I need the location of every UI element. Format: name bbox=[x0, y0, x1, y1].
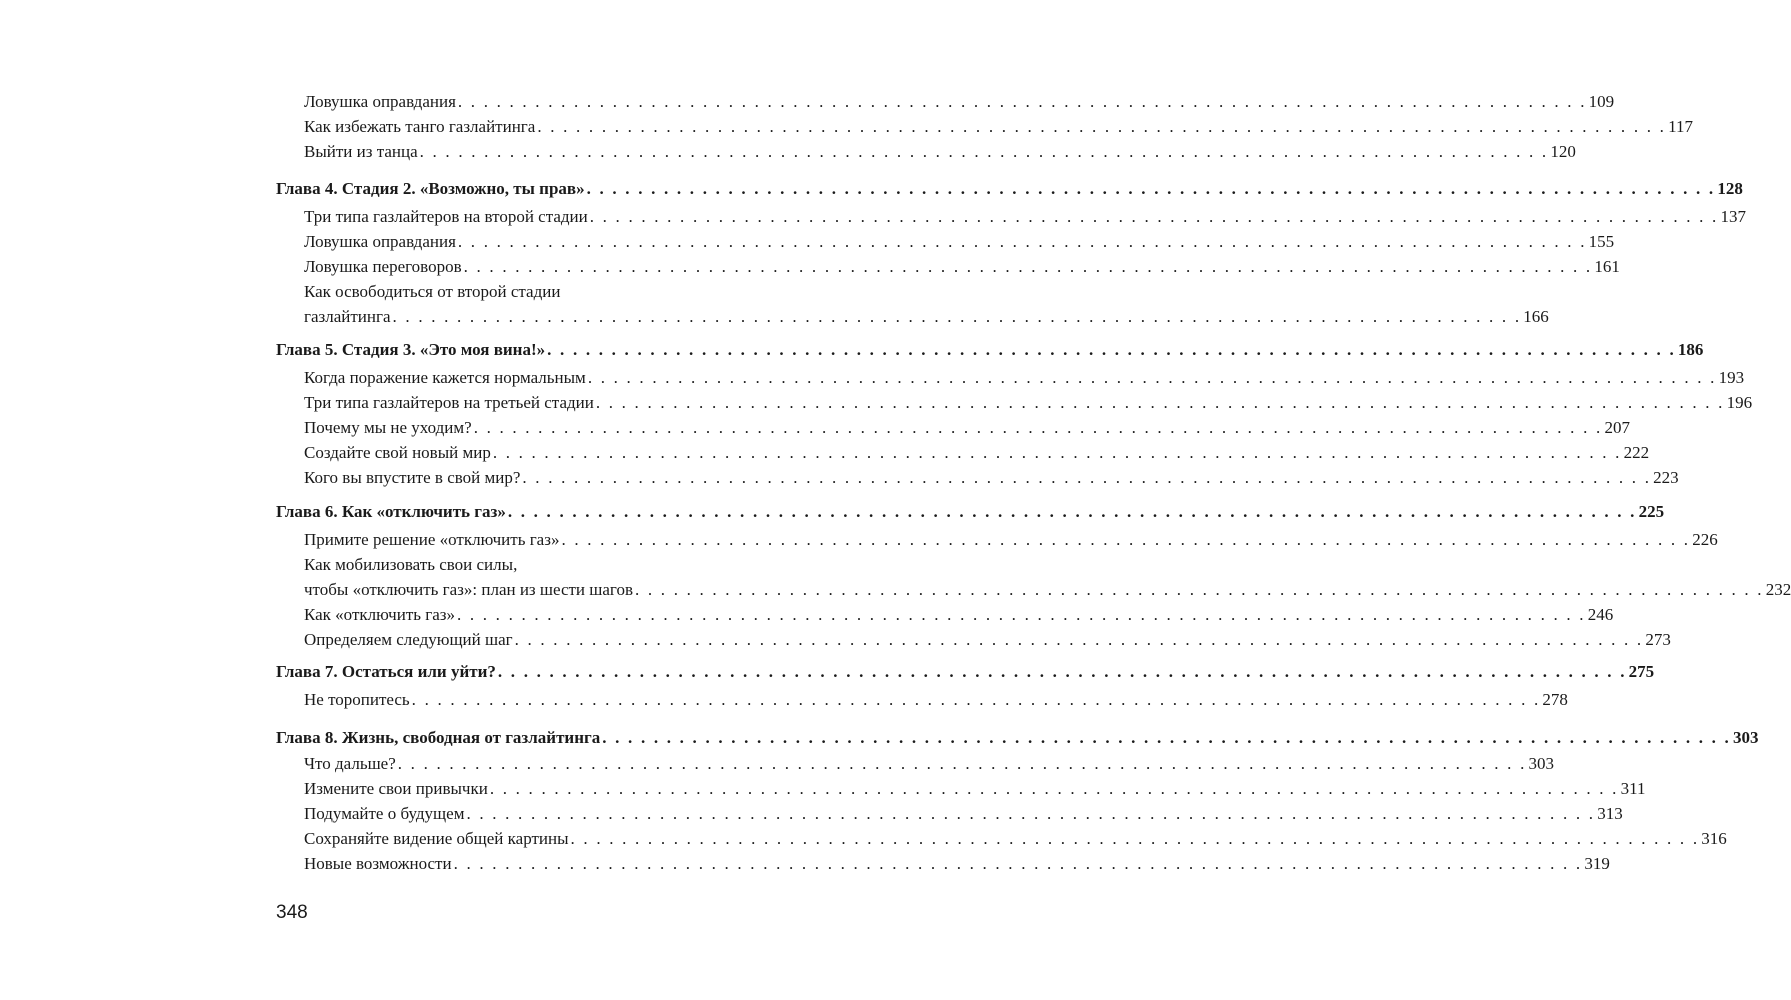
toc-entry-title: Как «отключить газ» bbox=[304, 605, 455, 624]
dot-leader: . . . . . . . . . . . . . . . . . . . . . . . . . . . . . . . . . . . . . . . . . . . . . . . . . . . . . . . . . . . . . . . . . . . . . . . . . . . . . . . . . . . . . . . . bbox=[547, 340, 1676, 359]
toc-entry-title: Выйти из танца bbox=[304, 142, 418, 161]
toc-entry bbox=[304, 602, 1614, 627]
toc-entry bbox=[304, 139, 1576, 164]
toc-entry-page: 137 bbox=[1720, 207, 1746, 226]
toc-entry-title: Ловушка переговоров bbox=[304, 257, 462, 276]
toc-entry-page: 232 bbox=[1765, 580, 1791, 599]
toc-entry bbox=[304, 627, 1671, 652]
dot-leader: . . . . . . . . . . . . . . . . . . . . . . . . . . . . . . . . . . . . . . . . . . . . . . . . . . . . . . . . . . . . . . . . . . . . . . . . . . . . . . . . . . . . . . . . bbox=[602, 728, 1731, 747]
toc-entry-title: Почему мы не уходим? bbox=[304, 418, 472, 437]
toc-entry-page: 278 bbox=[1542, 690, 1568, 709]
toc-entry-page: 120 bbox=[1550, 142, 1576, 161]
dot-leader: . . . . . . . . . . . . . . . . . . . . . . . . . . . . . . . . . . . . . . . . . . . . . . . . . . . . . . . . . . . . . . . . . . . . . . . . . . . . . . . . . . . . . . . . bbox=[589, 207, 1719, 226]
dot-leader: . . . . . . . . . . . . . . . . . . . . . . . . . . . . . . . . . . . . . . . . . . . . . . . . . . . . . . . . . . . . . . . . . . . . . . . . . . . . . . . . . . . . . . . . bbox=[561, 530, 1691, 549]
chapter-title: Глава 5. Стадия 3. «Это моя вина!» bbox=[276, 340, 546, 359]
toc-entry-title-line2: чтобы «отключить газ»: план из шести шагов bbox=[304, 580, 633, 599]
chapter-8-section bbox=[276, 725, 1759, 876]
toc-entry bbox=[304, 577, 1791, 602]
dot-leader: . . . . . . . . . . . . . . . . . . . . . . . . . . . . . . . . . . . . . . . . . . . . . . . . . . . . . . . . . . . . . . . . . . . . . . . . . . . . . . . . . . . . . . . . bbox=[411, 690, 1541, 709]
toc-entry-title: Измените свои привычки bbox=[304, 779, 488, 798]
dot-leader: . . . . . . . . . . . . . . . . . . . . . . . . . . . . . . . . . . . . . . . . . . . . . . . . . . . . . . . . . . . . . . . . . . . . . . . . . . . . . . . . . . . . . . . . bbox=[497, 662, 1627, 681]
chapter-title: Глава 7. Остаться или уйти? bbox=[276, 662, 496, 681]
dot-leader: . . . . . . . . . . . . . . . . . . . . . . . . . . . . . . . . . . . . . . . . . . . . . . . . . . . . . . . . . . . . . . . . . . . . . . . . . . . . . . . . . . . . . . . . bbox=[507, 502, 1637, 521]
dot-leader: . . . . . . . . . . . . . . . . . . . . . . . . . . . . . . . . . . . . . . . . . . . . . . . . . . . . . . . . . . . . . . . . . . . . . . . . . . . . . . . . . . . . . . . . bbox=[397, 754, 1527, 773]
chapter-7-section bbox=[276, 659, 1655, 712]
toc-entry-title: Новые возможности bbox=[304, 854, 452, 873]
toc-entry bbox=[304, 465, 1679, 490]
toc-entry-page: 166 bbox=[1523, 307, 1549, 326]
chapter-title: Глава 8. Жизнь, свободная от газлайтинга bbox=[276, 728, 601, 747]
chapter-heading bbox=[276, 176, 1743, 201]
toc-entry-title-line1: Как освободиться от второй стадии bbox=[304, 282, 561, 301]
chapter-page: 128 bbox=[1717, 179, 1743, 198]
chapter-page: 303 bbox=[1733, 728, 1759, 747]
toc-entry bbox=[304, 304, 1549, 329]
toc-entry-page: 246 bbox=[1587, 605, 1614, 624]
chapter-6-section bbox=[276, 499, 1791, 652]
toc-entry-title: Примите решение «отключить газ» bbox=[304, 530, 560, 549]
toc-entry-page: 193 bbox=[1718, 368, 1745, 387]
toc-entry bbox=[304, 687, 1568, 712]
dot-leader: . . . . . . . . . . . . . . . . . . . . . . . . . . . . . . . . . . . . . . . . . . . . . . . . . . . . . . . . . . . . . . . . . . . . . . . . . . . . . . . . . . . . . . . . bbox=[586, 179, 1716, 198]
toc-entry bbox=[304, 204, 1746, 229]
toc-entry-page: 273 bbox=[1645, 630, 1671, 649]
toc-entry-page: 313 bbox=[1597, 804, 1623, 823]
toc-entry-page: 117 bbox=[1668, 117, 1693, 136]
dot-leader: . . . . . . . . . . . . . . . . . . . . . . . . . . . . . . . . . . . . . . . . . . . . . . . . . . . . . . . . . . . . . . . . . . . . . . . . . . . . . . . . . . . . . . . . bbox=[457, 232, 1587, 251]
toc-entry-title-line1: Как мобилизовать свои силы, bbox=[304, 555, 518, 574]
chapter-heading bbox=[276, 725, 1759, 750]
toc-entry-page: 196 bbox=[1726, 393, 1753, 412]
toc-entry-page: 109 bbox=[1588, 92, 1615, 111]
toc-entry-title: Кого вы впустите в свой мир? bbox=[304, 468, 521, 487]
toc-entry-page: 226 bbox=[1692, 530, 1718, 549]
prev-chapter-items bbox=[276, 89, 1693, 164]
toc-entry-title: Определяем следующий шаг bbox=[304, 630, 513, 649]
toc-entry-page: 303 bbox=[1528, 754, 1555, 773]
toc-entry-title: Не торопитесь bbox=[304, 690, 410, 709]
toc-entry-page: 311 bbox=[1620, 779, 1646, 798]
toc-entry-title: Ловушка оправдания bbox=[304, 92, 456, 111]
chapter-5-section bbox=[276, 337, 1753, 490]
toc-entry-title: Что дальше? bbox=[304, 754, 396, 773]
toc-entry bbox=[304, 254, 1620, 279]
chapter-page: 186 bbox=[1677, 340, 1704, 359]
dot-leader: . . . . . . . . . . . . . . . . . . . . . . . . . . . . . . . . . . . . . . . . . . . . . . . . . . . . . . . . . . . . . . . . . . . . . . . . . . . . . . . . . . . . . . . . bbox=[514, 630, 1644, 649]
toc-entry bbox=[304, 801, 1623, 826]
toc-entry bbox=[304, 440, 1650, 465]
toc-entry-page: 161 bbox=[1594, 257, 1620, 276]
toc-entry-title: Когда поражение кажется нормальным bbox=[304, 368, 586, 387]
page-number: 348 bbox=[276, 902, 308, 923]
dot-leader: . . . . . . . . . . . . . . . . . . . . . . . . . . . . . . . . . . . . . . . . . . . . . . . . . . . . . . . . . . . . . . . . . . . . . . . . . . . . . . . . . . . . . . . . bbox=[595, 393, 1725, 412]
toc-entry bbox=[304, 89, 1615, 114]
toc-entry-title: Сохраняйте видение общей картины bbox=[304, 829, 569, 848]
toc-entry bbox=[304, 365, 1745, 390]
toc-entry-title: Три типа газлайтеров на второй стадии bbox=[304, 207, 588, 226]
dot-leader: . . . . . . . . . . . . . . . . . . . . . . . . . . . . . . . . . . . . . . . . . . . . . . . . . . . . . . . . . . . . . . . . . . . . . . . . . . . . . . . . . . . . . . . . bbox=[522, 468, 1652, 487]
toc-entry bbox=[304, 114, 1693, 139]
dot-leader: . . . . . . . . . . . . . . . . . . . . . . . . . . . . . . . . . . . . . . . . . . . . . . . . . . . . . . . . . . . . . . . . . . . . . . . . . . . . . . . . . . . . . . . . bbox=[453, 854, 1583, 873]
toc-entry bbox=[304, 851, 1610, 876]
toc-entry bbox=[304, 776, 1646, 801]
toc-entry-title: Создайте свой новый мир bbox=[304, 443, 491, 462]
chapter-heading bbox=[276, 499, 1665, 524]
dot-leader: . . . . . . . . . . . . . . . . . . . . . . . . . . . . . . . . . . . . . . . . . . . . . . . . . . . . . . . . . . . . . . . . . . . . . . . . . . . . . . . . . . . . . . . . bbox=[635, 580, 1764, 599]
dot-leader: . . . . . . . . . . . . . . . . . . . . . . . . . . . . . . . . . . . . . . . . . . . . . . . . . . . . . . . . . . . . . . . . . . . . . . . . . . . . . . . . . . . . . . . . bbox=[392, 307, 1522, 326]
toc-entry bbox=[304, 390, 1753, 415]
toc-entry-page: 155 bbox=[1588, 232, 1615, 251]
toc-entry-title: Подумайте о будущем bbox=[304, 804, 465, 823]
dot-leader: . . . . . . . . . . . . . . . . . . . . . . . . . . . . . . . . . . . . . . . . . . . . . . . . . . . . . . . . . . . . . . . . . . . . . . . . . . . . . . . . . . . . . . . . bbox=[473, 418, 1603, 437]
dot-leader: . . . . . . . . . . . . . . . . . . . . . . . . . . . . . . . . . . . . . . . . . . . . . . . . . . . . . . . . . . . . . . . . . . . . . . . . . . . . . . . . . . . . . . . . bbox=[570, 829, 1700, 848]
toc-entry bbox=[304, 826, 1727, 851]
toc-entry-page: 316 bbox=[1701, 829, 1727, 848]
dot-leader: . . . . . . . . . . . . . . . . . . . . . . . . . . . . . . . . . . . . . . . . . . . . . . . . . . . . . . . . . . . . . . . . . . . . . . . . . . . . . . . . . . . . . . . . bbox=[463, 257, 1593, 276]
chapter-title: Глава 4. Стадия 2. «Возможно, ты прав» bbox=[276, 179, 585, 198]
dot-leader: . . . . . . . . . . . . . . . . . . . . . . . . . . . . . . . . . . . . . . . . . . . . . . . . . . . . . . . . . . . . . . . . . . . . . . . . . . . . . . . . . . . . . . . . bbox=[456, 605, 1586, 624]
chapter-page: 225 bbox=[1638, 502, 1665, 521]
toc-entry-page: 223 bbox=[1653, 468, 1679, 487]
chapter-heading bbox=[276, 659, 1655, 684]
dot-leader: . . . . . . . . . . . . . . . . . . . . . . . . . . . . . . . . . . . . . . . . . . . . . . . . . . . . . . . . . . . . . . . . . . . . . . . . . . . . . . . . . . . . . . . . bbox=[537, 117, 1667, 136]
dot-leader: . . . . . . . . . . . . . . . . . . . . . . . . . . . . . . . . . . . . . . . . . . . . . . . . . . . . . . . . . . . . . . . . . . . . . . . . . . . . . . . . . . . . . . . . bbox=[466, 804, 1596, 823]
dot-leader: . . . . . . . . . . . . . . . . . . . . . . . . . . . . . . . . . . . . . . . . . . . . . . . . . . . . . . . . . . . . . . . . . . . . . . . . . . . . . . . . . . . . . . . . bbox=[489, 779, 1619, 798]
toc-entry-page: 207 bbox=[1604, 418, 1630, 437]
chapter-heading bbox=[276, 337, 1704, 362]
toc-entry bbox=[304, 751, 1555, 776]
toc-entry-title: Как избежать танго газлайтинга bbox=[304, 117, 536, 136]
toc-entry-title: Ловушка оправдания bbox=[304, 232, 456, 251]
dot-leader: . . . . . . . . . . . . . . . . . . . . . . . . . . . . . . . . . . . . . . . . . . . . . . . . . . . . . . . . . . . . . . . . . . . . . . . . . . . . . . . . . . . . . . . . bbox=[457, 92, 1587, 111]
toc-entry-title: Три типа газлайтеров на третьей стадии bbox=[304, 393, 594, 412]
dot-leader: . . . . . . . . . . . . . . . . . . . . . . . . . . . . . . . . . . . . . . . . . . . . . . . . . . . . . . . . . . . . . . . . . . . . . . . . . . . . . . . . . . . . . . . . bbox=[587, 368, 1717, 387]
chapter-4-section bbox=[276, 176, 1746, 329]
dot-leader: . . . . . . . . . . . . . . . . . . . . . . . . . . . . . . . . . . . . . . . . . . . . . . . . . . . . . . . . . . . . . . . . . . . . . . . . . . . . . . . . . . . . . . . . bbox=[419, 142, 1549, 161]
toc-entry-title-line2: газлайтинга bbox=[304, 307, 391, 326]
toc-entry bbox=[304, 415, 1630, 440]
toc-entry-page: 222 bbox=[1623, 443, 1650, 462]
toc-entry bbox=[304, 229, 1615, 254]
toc-entry bbox=[304, 527, 1718, 552]
dot-leader: . . . . . . . . . . . . . . . . . . . . . . . . . . . . . . . . . . . . . . . . . . . . . . . . . . . . . . . . . . . . . . . . . . . . . . . . . . . . . . . . . . . . . . . . bbox=[492, 443, 1622, 462]
chapter-title: Глава 6. Как «отключить газ» bbox=[276, 502, 506, 521]
toc-entry-page: 319 bbox=[1584, 854, 1610, 873]
chapter-page: 275 bbox=[1628, 662, 1655, 681]
